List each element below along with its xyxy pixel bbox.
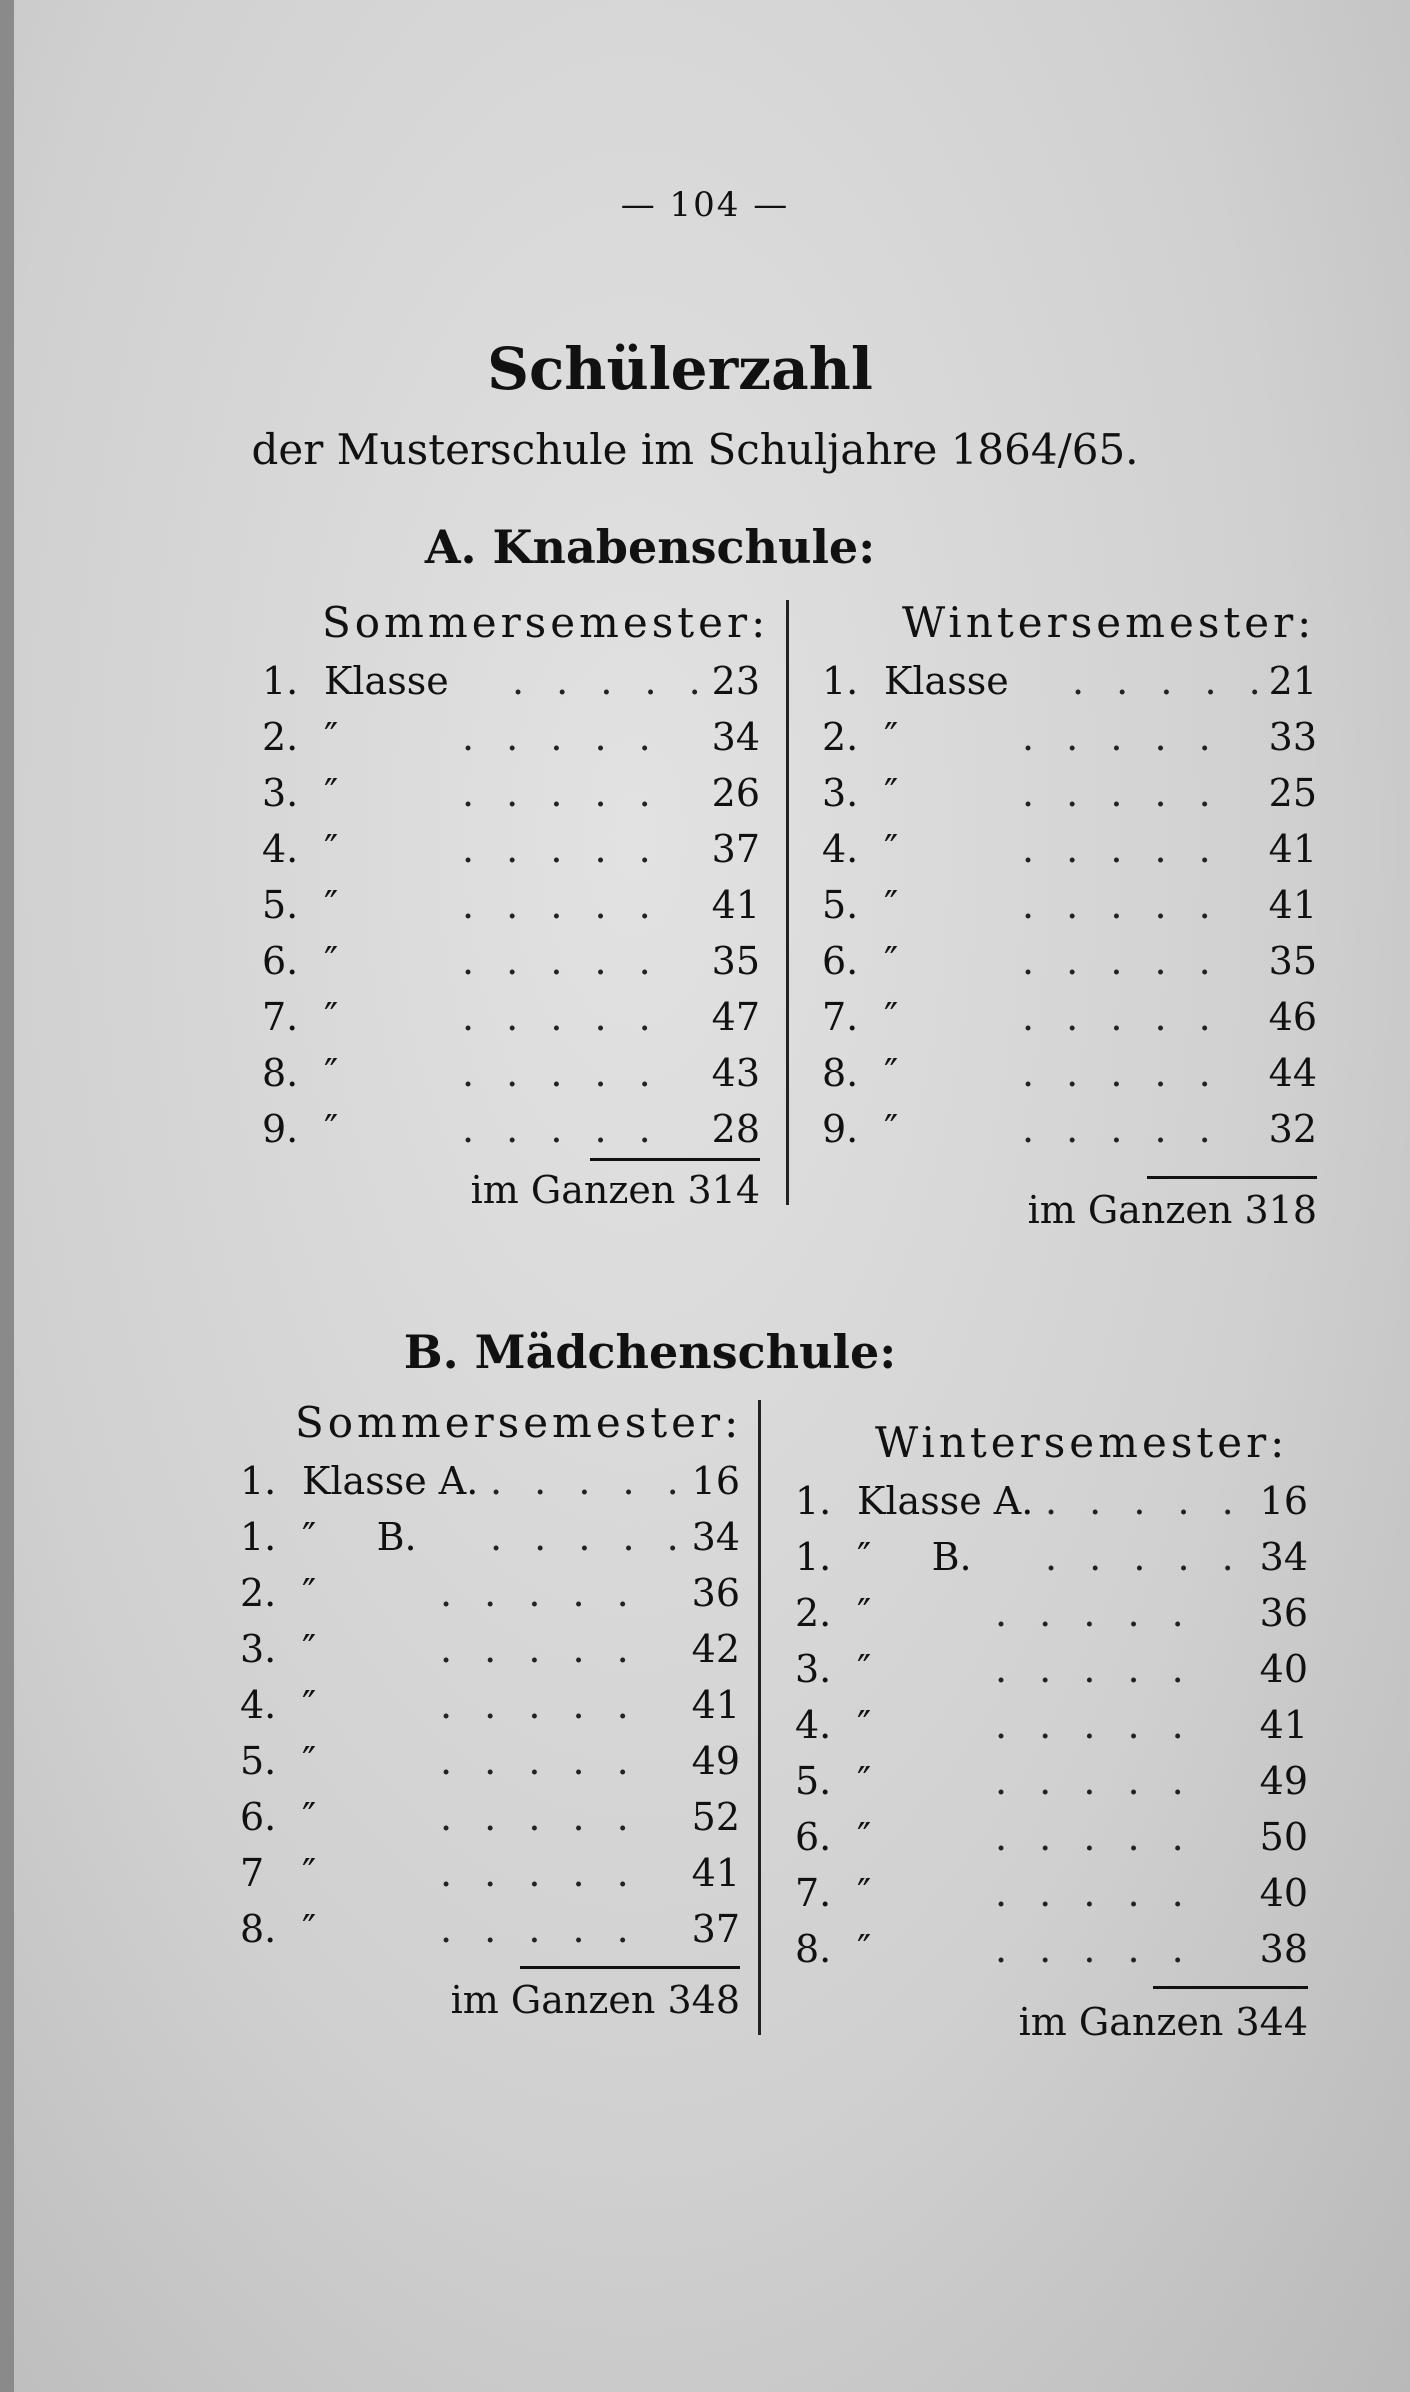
- row-label: ″: [324, 827, 339, 871]
- row-label: ″: [302, 1683, 317, 1727]
- row-number: 1.: [795, 1535, 832, 1579]
- table-row: [795, 1699, 1308, 1755]
- row-value: 50: [1259, 1815, 1308, 1859]
- table-row: [240, 1511, 740, 1567]
- table-row: [822, 711, 1317, 767]
- table-row: [262, 991, 760, 1047]
- table-row: [262, 655, 760, 711]
- row-label: ″: [857, 1647, 872, 1691]
- leader-dots: . . . . .: [462, 883, 661, 927]
- sum-rule: [1153, 1986, 1308, 1989]
- table-row: [240, 1455, 740, 1511]
- row-label: Klasse A.: [302, 1459, 479, 1503]
- row-number: 1.: [240, 1515, 277, 1559]
- leader-dots: . . . . .: [440, 1907, 639, 1951]
- leader-dots: . . . . .: [1022, 883, 1221, 927]
- row-number: 3.: [822, 771, 859, 815]
- leader-dots: . . . . .: [440, 1851, 639, 1895]
- row-number: 4.: [240, 1683, 277, 1727]
- row-value: 34: [1259, 1535, 1308, 1579]
- row-label: ″: [302, 1627, 317, 1671]
- row-number: 3.: [240, 1627, 277, 1671]
- row-label: ″: [324, 1051, 339, 1095]
- row-value: 35: [711, 939, 760, 983]
- leader-dots: . . . . .: [995, 1759, 1194, 1803]
- leader-dots: . . . . .: [1022, 1051, 1221, 1095]
- row-label: ″ B.: [857, 1535, 972, 1579]
- total: im Ganzen 344: [1018, 2000, 1308, 2044]
- page-subtitle: der Musterschule im Schuljahre 1864/65.: [251, 425, 1139, 474]
- leader-dots: . . . . .: [512, 659, 711, 703]
- table-row: [262, 823, 760, 879]
- row-value: 49: [691, 1739, 740, 1783]
- leader-dots: . . . . .: [440, 1795, 639, 1839]
- row-label: Klasse: [324, 659, 449, 703]
- table-knaben-winter: [822, 598, 1317, 1232]
- leader-dots: . . . . .: [440, 1571, 639, 1615]
- leader-dots: . . . . .: [490, 1515, 689, 1559]
- row-label: ″: [884, 715, 899, 759]
- row-number: 2.: [262, 715, 299, 759]
- row-label: ″: [324, 883, 339, 927]
- row-label: ″: [324, 939, 339, 983]
- table-row: [822, 655, 1317, 711]
- row-number: 8.: [795, 1927, 832, 1971]
- total: im Ganzen 318: [1027, 1188, 1317, 1232]
- row-number: 7: [240, 1851, 265, 1895]
- row-value: 36: [1259, 1591, 1308, 1635]
- table-maedchen-winter: [795, 1418, 1308, 2044]
- sum-rule: [1147, 1176, 1317, 1179]
- row-number: 7.: [822, 995, 859, 1039]
- leader-dots: . . . . .: [1022, 771, 1221, 815]
- row-number: 9.: [822, 1107, 859, 1151]
- row-value: 38: [1259, 1927, 1308, 1971]
- table-row: [262, 1047, 760, 1103]
- table-row: [240, 1903, 740, 1959]
- row-value: 40: [1259, 1647, 1308, 1691]
- row-label: ″: [302, 1739, 317, 1783]
- leader-dots: . . . . .: [995, 1591, 1194, 1635]
- leader-dots: . . . . .: [1045, 1535, 1244, 1579]
- row-number: 6.: [262, 939, 299, 983]
- row-number: 5.: [262, 883, 299, 927]
- row-value: 16: [691, 1459, 740, 1503]
- row-value: 41: [711, 883, 760, 927]
- row-number: 7.: [262, 995, 299, 1039]
- table-row: [822, 1047, 1317, 1103]
- table-row: [240, 1679, 740, 1735]
- leader-dots: . . . . .: [995, 1703, 1194, 1747]
- row-number: 5.: [822, 883, 859, 927]
- section-heading-knabenschule: A. Knabenschule:: [424, 520, 876, 574]
- table-row: [240, 1735, 740, 1791]
- leader-dots: . . . . .: [995, 1927, 1194, 1971]
- row-label: ″: [884, 1051, 899, 1095]
- row-value: 47: [711, 995, 760, 1039]
- row-value: 37: [711, 827, 760, 871]
- row-label: ″: [857, 1815, 872, 1859]
- table-row: [240, 1623, 740, 1679]
- table-row: [795, 1755, 1308, 1811]
- row-label: ″: [324, 1107, 339, 1151]
- row-label: ″: [857, 1871, 872, 1915]
- table-row: [795, 1811, 1308, 1867]
- row-label: ″: [857, 1927, 872, 1971]
- leader-dots: . . . . .: [440, 1739, 639, 1783]
- row-value: 26: [711, 771, 760, 815]
- row-number: 6.: [240, 1795, 277, 1839]
- row-number: 8.: [262, 1051, 299, 1095]
- leader-dots: . . . . .: [1022, 939, 1221, 983]
- row-label: ″: [884, 939, 899, 983]
- rows: [795, 1475, 1308, 1979]
- row-value: 35: [1268, 939, 1317, 983]
- table-row: [822, 1103, 1317, 1159]
- rows: [822, 655, 1317, 1159]
- column-heading: Wintersemester:: [875, 1418, 1289, 1467]
- table-row: [822, 935, 1317, 991]
- table-row: [240, 1791, 740, 1847]
- table-row: [822, 879, 1317, 935]
- column-heading: Wintersemester:: [902, 598, 1316, 647]
- row-label: Klasse: [884, 659, 1009, 703]
- row-number: 2.: [822, 715, 859, 759]
- rows: [262, 655, 760, 1159]
- leader-dots: . . . . .: [462, 715, 661, 759]
- total: im Ganzen 314: [470, 1168, 760, 1212]
- sum-rule: [590, 1158, 760, 1161]
- row-label: ″: [884, 995, 899, 1039]
- row-label: ″: [884, 1107, 899, 1151]
- table-row: [822, 767, 1317, 823]
- leader-dots: . . . . .: [462, 939, 661, 983]
- row-number: 8.: [240, 1907, 277, 1951]
- table-row: [822, 991, 1317, 1047]
- table-row: [262, 935, 760, 991]
- row-label: Klasse A.: [857, 1479, 1034, 1523]
- row-number: 9.: [262, 1107, 299, 1151]
- leader-dots: . . . . .: [1045, 1479, 1244, 1523]
- row-value: 52: [691, 1795, 740, 1839]
- column-divider: [786, 600, 789, 1205]
- row-label: ″: [857, 1703, 872, 1747]
- row-value: 37: [691, 1907, 740, 1951]
- column-divider: [758, 1400, 761, 2035]
- row-value: 16: [1259, 1479, 1308, 1523]
- row-number: 1.: [240, 1459, 277, 1503]
- row-label: ″: [884, 883, 899, 927]
- row-value: 40: [1259, 1871, 1308, 1915]
- table-row: [795, 1587, 1308, 1643]
- table-row: [795, 1867, 1308, 1923]
- row-label: ″: [324, 771, 339, 815]
- table-row: [262, 879, 760, 935]
- row-label: ″: [884, 771, 899, 815]
- row-number: 2.: [240, 1571, 277, 1615]
- row-number: 4.: [262, 827, 299, 871]
- row-value: 28: [711, 1107, 760, 1151]
- row-value: 34: [691, 1515, 740, 1559]
- column-heading: Sommersemester:: [295, 1398, 743, 1447]
- leader-dots: . . . . .: [440, 1627, 639, 1671]
- leader-dots: . . . . .: [462, 1051, 661, 1095]
- table-row: [262, 1103, 760, 1159]
- section-heading-maedchenschule: B. Mädchenschule:: [403, 1325, 897, 1379]
- row-value: 34: [711, 715, 760, 759]
- row-label: ″: [857, 1591, 872, 1635]
- row-number: 1.: [822, 659, 859, 703]
- leader-dots: . . . . .: [1022, 827, 1221, 871]
- leader-dots: . . . . .: [995, 1871, 1194, 1915]
- leader-dots: . . . . .: [1022, 995, 1221, 1039]
- row-number: 5.: [795, 1759, 832, 1803]
- leader-dots: . . . . .: [1022, 715, 1221, 759]
- table-row: [795, 1923, 1308, 1979]
- leader-dots: . . . . .: [462, 995, 661, 1039]
- leader-dots: . . . . .: [995, 1647, 1194, 1691]
- row-value: 41: [1259, 1703, 1308, 1747]
- column-heading: Sommersemester:: [322, 598, 770, 647]
- table-row: [822, 823, 1317, 879]
- row-label: ″: [302, 1795, 317, 1839]
- leader-dots: . . . . .: [440, 1683, 639, 1727]
- leader-dots: . . . . .: [462, 1107, 661, 1151]
- row-label: ″ B.: [302, 1515, 417, 1559]
- row-value: 21: [1268, 659, 1317, 703]
- leader-dots: . . . . .: [462, 771, 661, 815]
- leader-dots: . . . . .: [490, 1459, 689, 1503]
- table-row: [795, 1531, 1308, 1587]
- row-value: 32: [1268, 1107, 1317, 1151]
- table-row: [795, 1475, 1308, 1531]
- leader-dots: . . . . .: [1022, 1107, 1221, 1151]
- row-label: ″: [302, 1907, 317, 1951]
- row-number: 6.: [795, 1815, 832, 1859]
- row-label: ″: [884, 827, 899, 871]
- row-value: 25: [1268, 771, 1317, 815]
- row-value: 33: [1268, 715, 1317, 759]
- row-value: 41: [691, 1851, 740, 1895]
- row-value: 49: [1259, 1759, 1308, 1803]
- table-row: [240, 1567, 740, 1623]
- row-label: ″: [324, 715, 339, 759]
- page-title: Schülerzahl: [487, 335, 873, 403]
- row-label: ″: [302, 1851, 317, 1895]
- row-value: 36: [691, 1571, 740, 1615]
- row-value: 42: [691, 1627, 740, 1671]
- leader-dots: . . . . .: [1072, 659, 1271, 703]
- table-row: [262, 767, 760, 823]
- row-value: 46: [1268, 995, 1317, 1039]
- row-label: ″: [857, 1759, 872, 1803]
- row-number: 3.: [262, 771, 299, 815]
- table-maedchen-sommer: [240, 1398, 743, 2022]
- leader-dots: . . . . .: [462, 827, 661, 871]
- row-value: 43: [711, 1051, 760, 1095]
- row-number: 7.: [795, 1871, 832, 1915]
- row-number: 4.: [822, 827, 859, 871]
- table-knaben-sommer: [262, 598, 770, 1212]
- row-number: 2.: [795, 1591, 832, 1635]
- row-number: 5.: [240, 1739, 277, 1783]
- row-number: 1.: [795, 1479, 832, 1523]
- row-value: 41: [691, 1683, 740, 1727]
- row-value: 23: [711, 659, 760, 703]
- page-number: — 104 —: [620, 185, 790, 225]
- row-number: 6.: [822, 939, 859, 983]
- table-row: [262, 711, 760, 767]
- sum-rule: [520, 1966, 740, 1969]
- row-label: ″: [324, 995, 339, 1039]
- rows: [240, 1455, 740, 1959]
- row-value: 41: [1268, 827, 1317, 871]
- total: im Ganzen 348: [450, 1978, 740, 2022]
- row-number: 1.: [262, 659, 299, 703]
- table-row: [795, 1643, 1308, 1699]
- leader-dots: . . . . .: [995, 1815, 1194, 1859]
- row-value: 41: [1268, 883, 1317, 927]
- row-label: ″: [302, 1571, 317, 1615]
- table-row: [240, 1847, 740, 1903]
- row-number: 3.: [795, 1647, 832, 1691]
- row-number: 4.: [795, 1703, 832, 1747]
- row-number: 8.: [822, 1051, 859, 1095]
- row-value: 44: [1268, 1051, 1317, 1095]
